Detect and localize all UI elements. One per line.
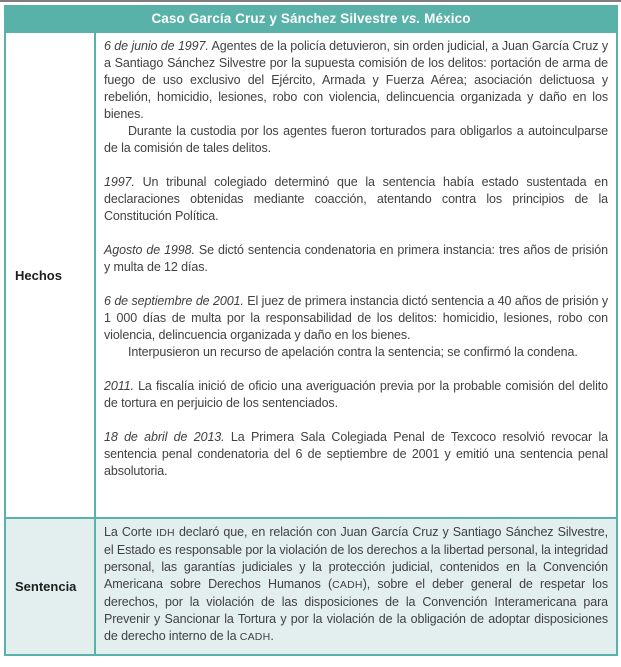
smallcaps-acronym: CADH xyxy=(332,579,363,591)
paragraph xyxy=(104,344,608,361)
hechos-content xyxy=(96,33,616,517)
text-run: El juez de primera instancia dictó sentencia a 40 años de prisión y 1 000 días de multa por la responsabilidad de los delitos: homicidio, lesiones, robo con violencia, delincuencia organizada y daño en los bienes. xyxy=(104,294,609,342)
text-run: . xyxy=(270,629,274,643)
text-run: Interpusieron un recurso de apelación contra la sentencia; se confirmó la condena. xyxy=(128,345,578,359)
date-italic: 18 de abril de 2013. xyxy=(104,430,225,444)
text-run: declaró que, en relación con Juan García Cruz y Santiago Sánchez Silvestre, el Estado es responsable por la violación de los derechos a la libertad personal, la integridad personal, las garantías judiciales y la protección judicial, contenidos en la Convención Americana sobre Derechos Humanos ( xyxy=(104,525,609,591)
text-run: ), sobre el deber general de respetar los derechos, por la violación de las disposiciones de la Convención Interamericana para Prevenir y Sancionar la Tortura y por la violación de la obligación de adoptar disposiciones de derecho interno de la xyxy=(104,577,608,643)
sentencia-content xyxy=(96,519,616,654)
text-run: México xyxy=(420,11,471,26)
date-italic: Agosto de 1998. xyxy=(104,243,195,257)
date-italic: 6 de junio de 1997. xyxy=(104,39,209,53)
paragraph xyxy=(104,38,608,123)
page-top-rule xyxy=(0,0,621,2)
case-table xyxy=(4,5,618,656)
date-italic: vs. xyxy=(401,11,421,26)
table-row-hechos xyxy=(6,31,616,517)
paragraph xyxy=(104,378,608,412)
paragraph xyxy=(104,293,608,344)
date-italic: 2011. xyxy=(104,379,134,393)
text-run: La Corte xyxy=(104,525,157,539)
date-italic: 1997. xyxy=(104,175,135,189)
text-run: La fiscalía inició de oficio una averiguación previa por la probable comisión del delito de tortura en perjuicio de los sentenciados. xyxy=(104,379,608,410)
text-run: Un tribunal colegiado determinó que la sentencia había estado sustentada en declaraciones obtenidas mediante coacción, atentando contra los principios de la Constitución Política. xyxy=(104,175,608,223)
hechos-label: Hechos xyxy=(6,33,96,517)
paragraph xyxy=(104,123,608,157)
paragraph xyxy=(104,242,608,276)
table-row-sentencia xyxy=(6,517,616,654)
smallcaps-acronym: CADH xyxy=(239,631,271,643)
text-run: Durante la custodia por los agentes fueron torturados para obligarlos a autoinculparse de la comisión de tales delitos. xyxy=(104,124,608,155)
text-run: Agentes de la policía detuvieron, sin orden judicial, a Juan García Cruz y a Santiago Sánchez Silvestre por la supuesta comisión de los delitos: portación de arma de fuego de uso exclusivo del Ejército, Armada y Fuerza Aérea; asociación delictuosa y rebelión, homicidio, lesiones, robo con violencia, delincuencia organizada y daño en los bienes. xyxy=(104,39,608,121)
text-run: La Primera Sala Colegiada Penal de Texcoco resolvió revocar la sentencia penal condenatoria del 6 de septiembre de 2001 y emitió una sentencia penal absolutoria. xyxy=(104,430,608,478)
text-run: Caso García Cruz y Sánchez Silvestre xyxy=(151,11,402,26)
paragraph xyxy=(104,174,608,225)
paragraph xyxy=(104,429,608,480)
table-title xyxy=(6,7,616,31)
paragraph xyxy=(104,524,608,646)
date-italic: 6 de septiembre de 2001. xyxy=(104,294,244,308)
sentencia-label: Sentencia xyxy=(6,519,96,654)
smallcaps-acronym: IDH xyxy=(156,527,175,539)
text-run: Se dictó sentencia condenatoria en primera instancia: tres años de prisión y multa de 12 días. xyxy=(104,243,608,274)
